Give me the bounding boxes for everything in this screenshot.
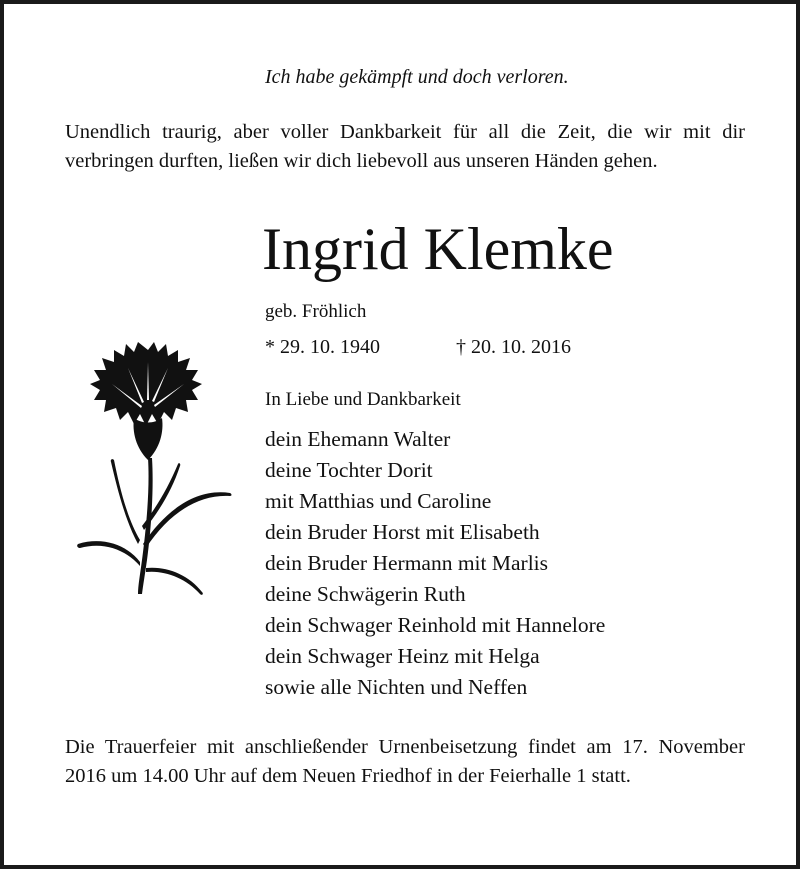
maiden-name: geb. Fröhlich: [265, 301, 367, 322]
mourner-item: sowie alle Nichten und Neffen: [265, 675, 528, 699]
mourner-item: dein Ehemann Walter: [265, 427, 451, 451]
birth-date: * 29. 10. 1940: [265, 336, 380, 358]
mourner-item: dein Bruder Hermann mit Marlis: [265, 551, 549, 575]
deceased-name: Ingrid Klemke: [262, 216, 614, 282]
mourner-item: dein Bruder Horst mit Elisabeth: [265, 520, 540, 544]
mourner-item: dein Schwager Reinhold mit Hannelore: [265, 613, 606, 637]
funeral-notice: Die Trauerfeier mit anschließender Urnenbeisetzung findet am 17. November 2016 um 14.00 Uhr auf dem Neuen Friedhof in der Feierhalle 1 statt.: [65, 736, 745, 787]
mourners-list: [265, 424, 605, 703]
intro-paragraph: Unendlich traurig, aber voller Dankbarkeit für all die Zeit, die wir mit dir verbringen durften, ließen wir dich liebevoll aus unseren Händen gehen.: [65, 121, 745, 172]
death-date: † 20. 10. 2016: [456, 336, 571, 358]
motto-quote: Ich habe gekämpft und doch verloren.: [265, 66, 569, 88]
dedication-line: In Liebe und Dankbarkeit: [265, 389, 461, 410]
carnation-icon: [68, 340, 238, 600]
mourner-item: deine Schwägerin Ruth: [265, 582, 466, 606]
mourner-item: dein Schwager Heinz mit Helga: [265, 644, 540, 668]
mourner-item: deine Tochter Dorit: [265, 458, 433, 482]
mourner-item: mit Matthias und Caroline: [265, 489, 492, 513]
